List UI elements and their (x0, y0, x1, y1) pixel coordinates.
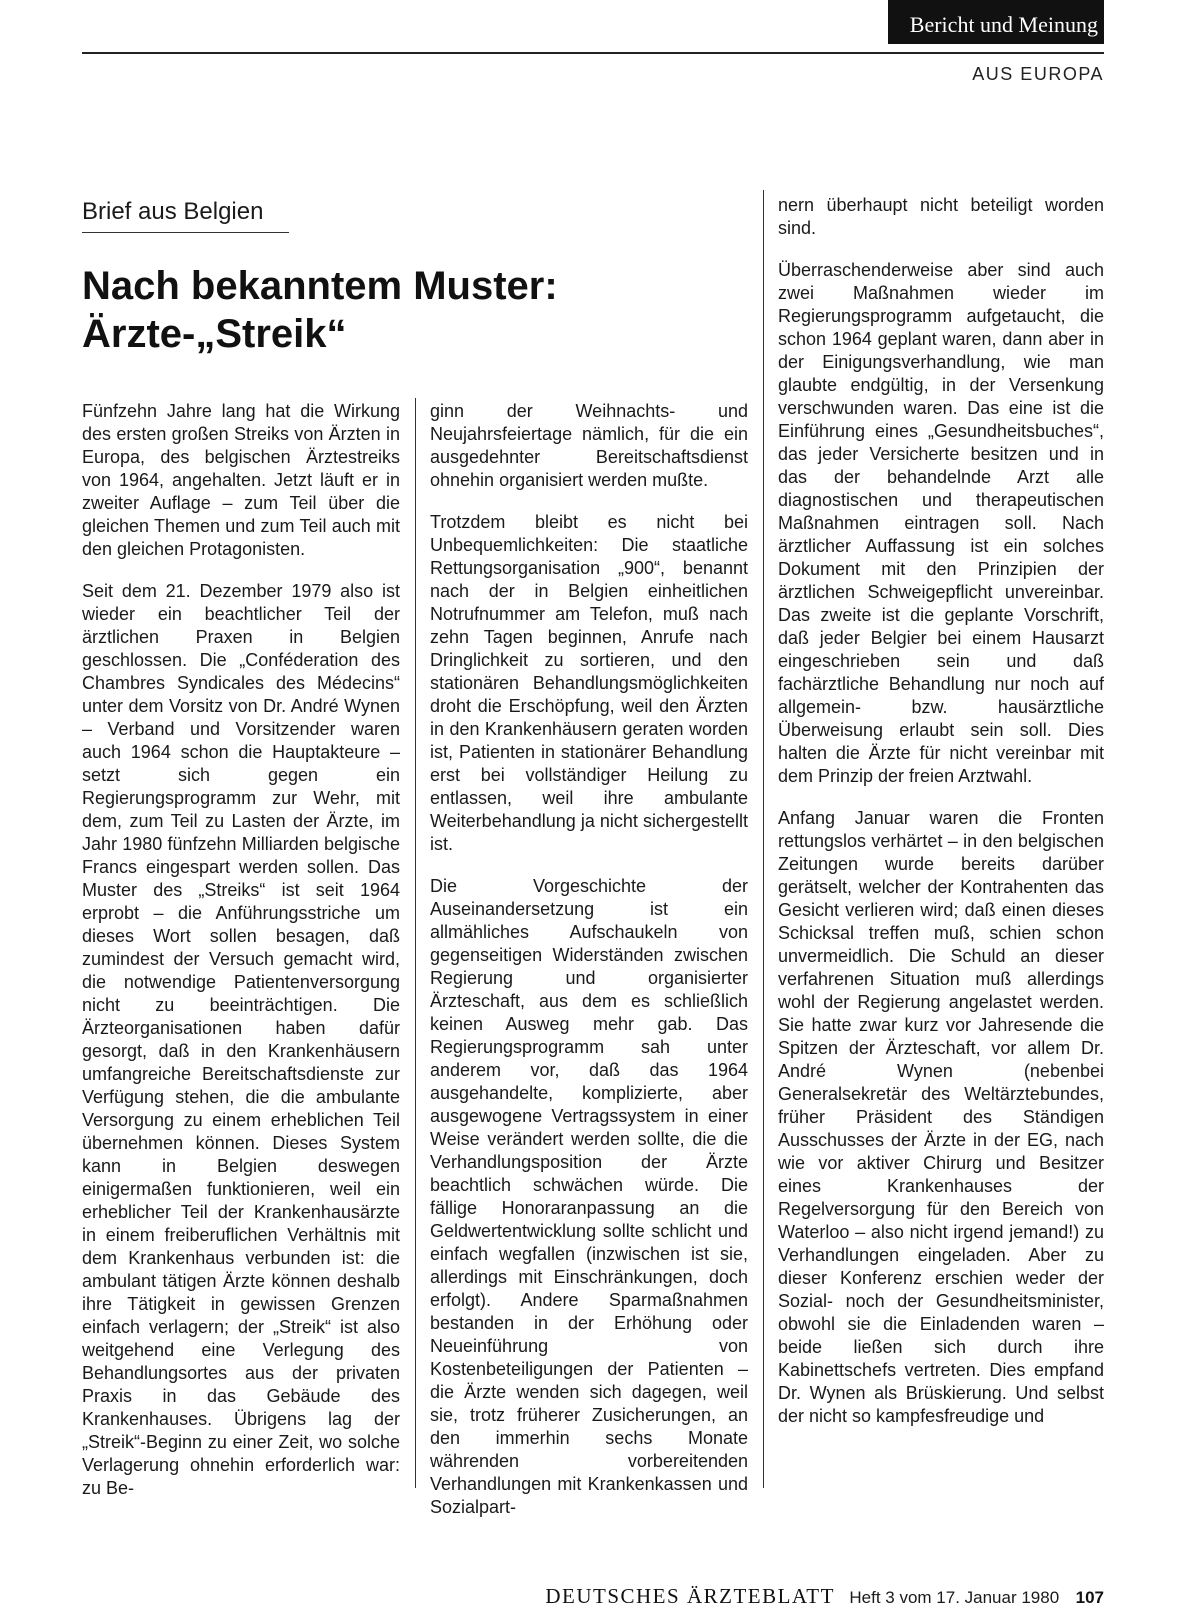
paragraph: Überraschenderweise aber sind auch zwei Maßnahmen wieder im Regierungsprogramm aufgetaucht, die schon 1964 geplant waren, dann aber in der Einigungsverhandlung, wie man glaubte endgültig, in der Versenkung verschwunden waren. Das eine ist die Einführung eines „Gesundheitsbuches“, das jeder Versicherte besitzen und in das der behandelnde Arzt alle diagnostischen und therapeutischen Maßnahmen eintragen soll. Nach ärztlicher Auffassung ist ein solches Dokument mit den Prinzipien der ärztlichen Schweigepflicht unvereinbar. Das zweite ist die geplante Vorschrift, daß jeder Belgier bei einem Hausarzt eingeschrieben sein und daß fachärztliche Behandlung nur noch auf allgemein- bzw. hausärztliche Überweisung erlaubt sein soll. Dies halten die Ärzte für nicht vereinbar mit dem Prinzip der freien Arztwahl. (778, 260, 1104, 786)
paragraph: Trotzdem bleibt es nicht bei Unbequemlichkeiten: Die staatliche Rettungsorganisation „900“, benannt nach der in Belgien einheitlichen Notrufnummer am Telefon, muß nach zehn Tagen beginnen, Anrufe nach Dringlichkeit zu sortieren, und den stationären Behandlungsmöglichkeiten droht die Erschöpfung, weil den Ärzten in den Krankenhäusern geraten worden ist, Patienten in stationärer Behandlung erst bei vollständiger Heilung zu entlassen, weil ihre ambulante Weiterbehandlung ja nicht sichergestellt ist. (430, 512, 748, 854)
section-label: AUS EUROPA (972, 64, 1104, 84)
article-column-3 (778, 194, 1104, 1447)
article-column-1 (82, 400, 400, 1519)
article-headline (82, 262, 722, 358)
header-rule (82, 52, 1104, 54)
paragraph: Fünfzehn Jahre lang hat die Wirkung des ersten großen Streiks von Ärzten in Europa, des belgischen Ärztestreiks von 1964, angehalten. Jetzt läuft er in zweiter Auflage – zum Teil über die gleichen Themen und zum Teil auch mit den gleichen Protagonisten. (82, 401, 400, 559)
headline-line-1: Nach bekanntem Muster: (82, 264, 558, 308)
paragraph: ginn der Weihnachts- und Neujahrsfeiertage nämlich, für die ein ausgedehnter Bereitschaftsdienst ohnehin organisiert werden mußte. (430, 401, 748, 490)
journal-name: DEUTSCHES ÄRZTEBLATT (545, 1584, 835, 1608)
column-divider (415, 398, 416, 1488)
section-badge-text: Bericht und Meinung (909, 12, 1098, 37)
paragraph: Anfang Januar waren die Fronten rettungslos verhärtet – in den belgischen Zeitungen wurde bereits darüber gerätselt, welcher der Kontrahenten das Gesicht verlieren wird; daß einen dieses Schicksal treffen muß, schien schon unvermeidlich. Die Schuld an dieser verfahrenen Situation muß allerdings wohl der Regierung angelastet werden. Sie hatte zwar kurz vor Jahresende die Spitzen der Ärzteschaft, vor allem Dr. André Wynen (nebenbei Generalsekretär des Weltärztebundes, früher Präsident des Ständigen Ausschusses der Ärzte in der EG, nach wie vor aktiver Chirurg und Besitzer eines Krankenhauses der Regelversorgung für den Bereich von Waterloo – also nicht irgend jemand!) zu Verhandlungen eingeladen. Aber zu dieser Konferenz erschien weder der Sozial- noch der Gesundheitsminister, obwohl sie die Einladenden waren – beide ließen sich durch ihre Kabinettschefs vertreten. Dies empfand Dr. Wynen als Brüskierung. Und selbst der nicht so kampfesfreudige und (778, 808, 1104, 1426)
article-kicker: Brief aus Belgien (82, 198, 264, 225)
headline-line-2: Ärzte-„Streik“ (82, 312, 347, 356)
paragraph: nern überhaupt nicht beteiligt worden sind. (778, 195, 1104, 238)
column-divider (763, 190, 764, 1488)
issue-info: Heft 3 vom 17. Januar 1980 (849, 1588, 1060, 1607)
article-column-2 (430, 400, 748, 1538)
paragraph: Seit dem 21. Dezember 1979 also ist wieder ein beachtlicher Teil der ärztlichen Praxen in Belgien geschlossen. Die „Conféderation des Chambres Syndicales des Médecins“ unter dem Vorsitz von Dr. André Wynen – Verband und Vorsitzender waren auch 1964 schon die Hauptakteure – setzt sich gegen ein Regierungsprogramm zur Wehr, mit dem, zum Teil zu Lasten der Ärzte, im Jahr 1980 fünfzehn Milliarden belgische Francs eingespart werden sollen. Das Muster des „Streiks“ ist seit 1964 erprobt – die Anführungsstriche um dieses Wort sollen besagen, daß zumindest der Versuch gemacht wird, die notwendige Patientenversorgung nicht zu beeinträchtigen. Die Ärzteorganisationen haben dafür gesorgt, daß in den Krankenhäusern umfangreiche Bereitschaftsdienste zur Verfügung stehen, die die ambulante Versorgung zu einem erheblichen Teil übernehmen können. Dieses System kann in Belgien deswegen einigermaßen funktionieren, weil ein erheblicher Teil der Krankenhausärzte in einem freiberuflichen Verhältnis mit dem Krankenhaus verbunden ist: die ambulant tätigen Ärzte können deshalb ihre Tätigkeit in gewissen Grenzen einfach verlagern; der „Streik“ ist also weitgehend eine Verlegung des Behandlungsortes aus der privaten Praxis in das Gebäude des Krankenhauses. Übrigens lag der „Streik“-Beginn zu einer Zeit, wo solche Verlagerung ohnehin erforderlich war: zu Be- (82, 581, 400, 1498)
kicker-underline (82, 232, 289, 233)
paragraph: Die Vorgeschichte der Auseinandersetzung ist ein allmähliches Aufschaukeln von gegenseitigen Widerständen zwischen Regierung und organisierter Ärzteschaft, aus dem es schließlich keinen Ausweg mehr gab. Das Regierungsprogramm sah unter anderem vor, daß das 1964 ausgehandelte, komplizierte, aber ausgewogene Vertragssystem in einer Weise verändert werden sollte, die die Verhandlungsposition der Ärzte beachtlich schwächen würde. Die fällige Honoraranpassung an die Geldwertentwicklung sollte schlicht und einfach wegfallen (inzwischen ist sie, allerdings mit Einschränkungen, doch erfolgt). Andere Sparmaßnahmen bestanden in der Erhöhung oder Neueinführung von Kostenbeteiligungen der Patienten – die Ärzte wenden sich dagegen, weil sie, trotz früherer Zusicherungen, an den immerhin sechs Monate währenden vorbereitenden Verhandlungen mit Krankenkassen und Sozialpart- (430, 876, 748, 1517)
page-number: 107 (1075, 1588, 1104, 1607)
page-footer (400, 1584, 1104, 1609)
section-badge (888, 0, 1104, 44)
